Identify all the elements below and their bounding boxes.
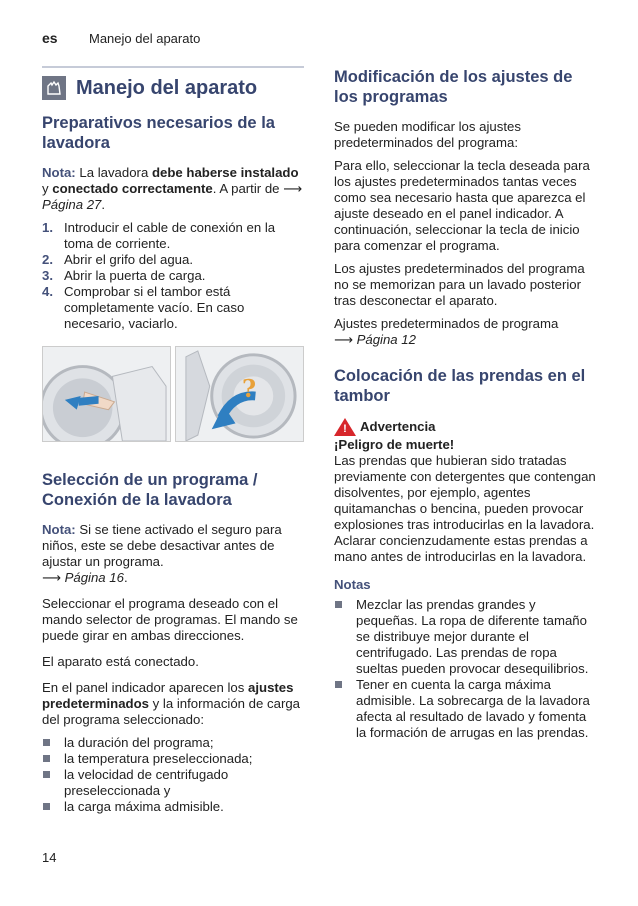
warning-block <box>334 418 596 565</box>
header-title: Manejo del aparato <box>89 31 201 46</box>
hand-operation-icon <box>42 76 66 100</box>
steps-list <box>42 220 304 332</box>
step-item <box>42 284 304 332</box>
nota-bold-conectado: conectado correctamente <box>52 181 213 196</box>
list-item <box>42 799 304 815</box>
step-text: Abrir el grifo del agua. <box>64 252 194 267</box>
drum-check-illustration <box>175 346 304 442</box>
paragraph-tecla: Para ello, seleccionar la tecla deseada para los ajustes predeterminados tantas veces como sea necesario hasta que aparezca el ajuste deseado en el panel indicador. A continuación, seleccionar la tecla de inicio para comenzar el programa. <box>334 158 590 253</box>
page-ref-arrow: ⟶ <box>334 332 353 347</box>
section-title-preparativos: Preparativos necesarios de la lavadora <box>42 114 275 152</box>
square-bullet-icon <box>43 803 50 810</box>
right-column <box>334 67 596 741</box>
question-mark-icon: ? <box>242 374 257 403</box>
nota-seleccion <box>42 522 304 586</box>
nota-bold-instalado: debe haberse instalado <box>151 165 299 180</box>
nota-text: . <box>123 570 128 585</box>
list-item-text: Mezclar las prendas grandes y pequeñas. La ropa de diferente tamaño se distribuye mejor durante el centrifugado. Las prendas de ropa sueltas pueden provocar desequilibrios. <box>356 597 589 676</box>
nota-label: Nota: <box>42 522 76 537</box>
list-item <box>334 677 596 741</box>
settings-bullet-list <box>42 735 304 815</box>
step-number: 2. <box>42 252 53 267</box>
paragraph-bold: ajustes predeterminados <box>42 680 294 711</box>
list-item-text: la temperatura preseleccionada; <box>64 751 253 766</box>
paragraph-conectado: El aparato está conectado. <box>42 654 199 669</box>
list-item <box>334 597 596 677</box>
warning-header <box>334 418 596 436</box>
paragraph-panel <box>42 680 304 728</box>
paragraph-text: y la información de carga del programa seleccionado: <box>42 696 300 727</box>
nota-text: . A partir de <box>212 181 284 196</box>
open-door-illustration <box>42 346 171 442</box>
list-item-text: la duración del programa; <box>64 735 214 750</box>
list-item <box>42 767 304 799</box>
page-ref-27[interactable]: Página 27 <box>42 197 102 212</box>
page-number: 14 <box>42 850 57 865</box>
square-bullet-icon <box>43 771 50 778</box>
nota-preparativos <box>42 165 304 213</box>
step-text: Abrir la puerta de carga. <box>64 268 206 283</box>
list-item-text: la carga máxima admisible. <box>64 799 224 814</box>
nota-text: La lavadora <box>75 165 152 180</box>
warning-mark: ! <box>343 423 347 435</box>
header-language: es <box>42 30 58 46</box>
step-number: 1. <box>42 220 53 235</box>
paragraph-modificar: Se pueden modificar los ajustes predeterminados del programa: <box>334 119 521 150</box>
warning-text: Las prendas que hubieran sido tratadas previamente con detergentes que contengan disolventes, por ejemplo, agentes quitamanchas o bencina, pueden provocar explosiones tras introducirlas en la lavadora. <box>334 453 596 532</box>
nota-text: Si se tiene activado el seguro para niños, este se debe desactivar antes de ajustar un programa. <box>42 522 282 569</box>
warning-text: Aclarar concienzudamente estas prendas a mano antes de introducirlas en la lavadora. <box>334 533 588 564</box>
page-ref-arrow: ⟶ <box>283 181 303 196</box>
paragraph-ajustes-ref <box>334 316 596 348</box>
notas-title: Notas <box>334 577 371 592</box>
page-ref-12[interactable]: Página 12 <box>352 332 416 347</box>
step-text: Introducir el cable de conexión en la toma de corriente. <box>64 220 276 251</box>
nota-text: . <box>101 197 106 212</box>
step-text: Comprobar si el tambor está completamente vacío. En caso necesario, vaciarlo. <box>64 284 245 331</box>
paragraph-text: En el panel indicador aparecen los <box>42 680 249 695</box>
nota-label: Nota: <box>42 165 76 180</box>
warning-icon <box>334 418 356 436</box>
square-bullet-icon <box>43 755 50 762</box>
list-item-text: la velocidad de centrifugado preseleccionada y <box>64 767 229 798</box>
notas-list <box>334 597 596 741</box>
warning-title: ¡Peligro de muerte! <box>334 437 455 452</box>
section-title-colocacion: Colocación de las prendas en el tambor <box>334 367 586 405</box>
section-title-modificacion: Modificación de los ajustes de los programas <box>334 68 573 106</box>
list-item <box>42 751 304 767</box>
list-item <box>42 735 304 751</box>
step-item <box>42 268 304 284</box>
paragraph-memoria: Los ajustes predeterminados del programa no se memorizan para un lavado posterior tras desconectar el aparato. <box>334 261 585 308</box>
washer-illustrations <box>42 346 304 442</box>
list-item-text: Tener en cuenta la carga máxima admisible. La sobrecarga de la lavadora afecta al resultado de lavado y fomenta la formación de arrugas en las prendas. <box>356 677 590 740</box>
warning-label: Advertencia <box>360 419 436 434</box>
page-ref-arrow: ⟶ <box>42 570 61 585</box>
square-bullet-icon <box>335 681 342 688</box>
main-title: Manejo del aparato <box>76 77 258 99</box>
step-number: 4. <box>42 284 53 299</box>
step-number: 3. <box>42 268 53 283</box>
main-heading <box>42 66 304 101</box>
page-ref-16[interactable]: Página 16 <box>60 570 124 585</box>
nota-text: y <box>42 181 53 196</box>
left-column <box>42 66 304 815</box>
section-title-seleccion: Selección de un programa / Conexión de la lavadora <box>42 471 258 509</box>
step-item <box>42 252 304 268</box>
paragraph-seleccionar: Seleccionar el programa deseado con el mando selector de programas. El mando se puede girar en ambas direcciones. <box>42 596 298 643</box>
square-bullet-icon <box>43 739 50 746</box>
step-item <box>42 220 304 252</box>
square-bullet-icon <box>335 601 342 608</box>
paragraph-text: Ajustes predeterminados de programa <box>334 316 559 331</box>
